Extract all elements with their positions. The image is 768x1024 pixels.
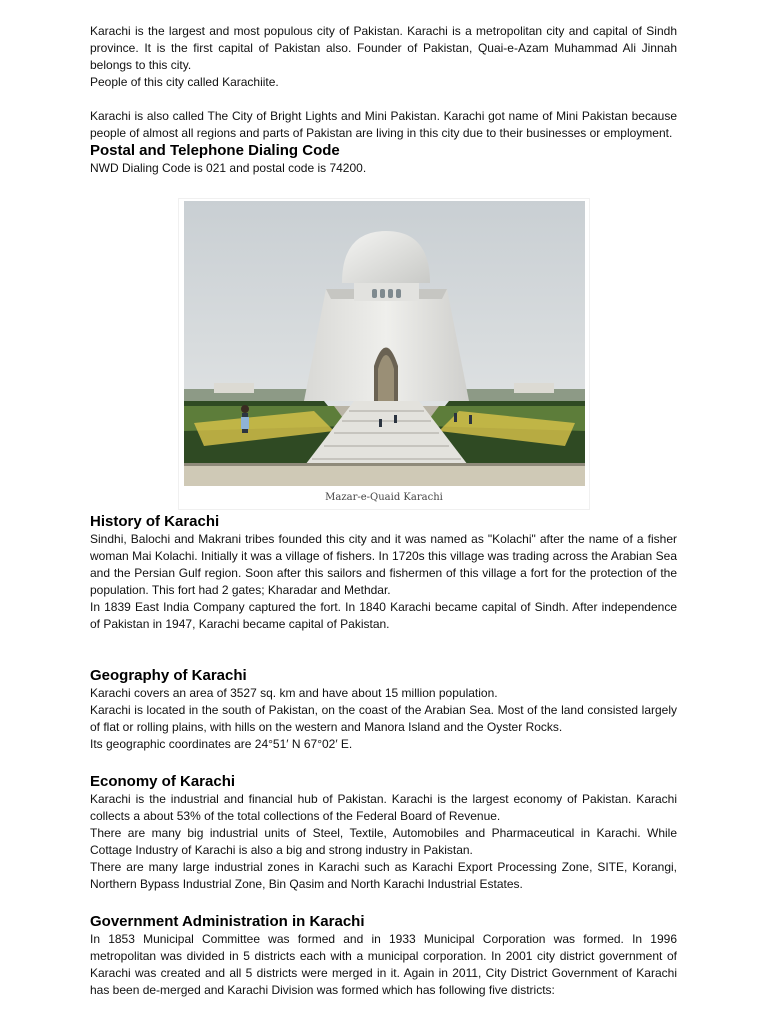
mazar-figure [178,198,590,510]
geography-paragraph-1: Karachi covers an area of 3527 sq. km and have about 15 million population. [90,686,498,700]
history-heading: History of Karachi [90,513,220,530]
government-heading: Government Administration in Karachi [90,913,365,930]
economy-paragraph-2: There are many big industrial units of Steel, Textile, Automobiles and Pharmaceutical in Karachi. While Cottage Industry of Karachi is also a big and strong industry in Pakistan. [90,826,677,857]
history-paragraph-1: Sindhi, Balochi and Makrani tribes founded this city and it was named as "Kolachi" after the name of a fisher woman Mai Kolachi. Initially it was a village of fishers. In 1720s this village was trading across the Arabian Sea and the Persian Gulf region. Soon after this sailors and fishermen of this village a fort for the protection of the population. This fort had 2 gates; Kharadar and Methdar. [90,532,677,597]
history-paragraph-2: In 1839 East India Company captured the fort. In 1840 Karachi became capital of Sindh. After independence of Pakistan in 1947, Karachi became capital of Pakistan. [90,600,677,631]
economy-heading: Economy of Karachi [90,773,236,790]
intro-paragraph-1: Karachi is the largest and most populous city of Pakistan. Karachi is a metropolitan city and capital of Sindh province. It is the first capital of Pakistan also. Founder of Pakistan, Quai-e-Azam Muhammad Ali Jinnah belongs to this city. [90,24,677,72]
geography-paragraph-2: Karachi is located in the south of Pakistan, on the coast of the Arabian Sea. Most of the land consisted largely of flat or rolling plains, with hills on the western and Manora Island and the Oyster Rocks. [90,703,677,734]
geography-paragraph-3: Its geographic coordinates are 24°51′ N 67°02′ E. [90,737,353,751]
postal-heading: Postal and Telephone Dialing Code [90,142,340,159]
economy-paragraph-3: There are many large industrial zones in Karachi such as Karachi Export Processing Zone, SITE, Korangi, Northern Bypass Industrial Zone, Bin Qasim and North Karachi Industrial Estates. [90,860,677,891]
intro-paragraph-2: People of this city called Karachiite. [90,75,279,89]
mausoleum-photo [184,201,585,486]
postal-text: NWD Dialing Code is 021 and postal code is 74200. [90,161,367,175]
economy-paragraph-1: Karachi is the industrial and financial hub of Pakistan. Karachi is the largest economy of Pakistan. Karachi collects a about 53% of the total collections of the Federal Board of Revenue. [90,792,677,823]
government-paragraph-1: In 1853 Municipal Committee was formed and in 1933 Municipal Corporation was formed. In 1996 metropolitan was divided in 5 districts each with a municipal corporation. In 2001 city district government of Karachi was created and all 5 districts were merged in it. Again in 2011, City District Government of Karachi has been de-merged and Karachi Division was formed which has following five districts: [90,932,677,997]
figure-caption: Mazar-e-Quaid Karachi [325,492,443,503]
geography-heading: Geography of Karachi [90,667,247,684]
intro-paragraph-3: Karachi is also called The City of Bright Lights and Mini Pakistan. Karachi got name of Mini Pakistan because people of almost all regions and parts of Pakistan are living in this city due to their businesses or employment. [90,109,677,140]
